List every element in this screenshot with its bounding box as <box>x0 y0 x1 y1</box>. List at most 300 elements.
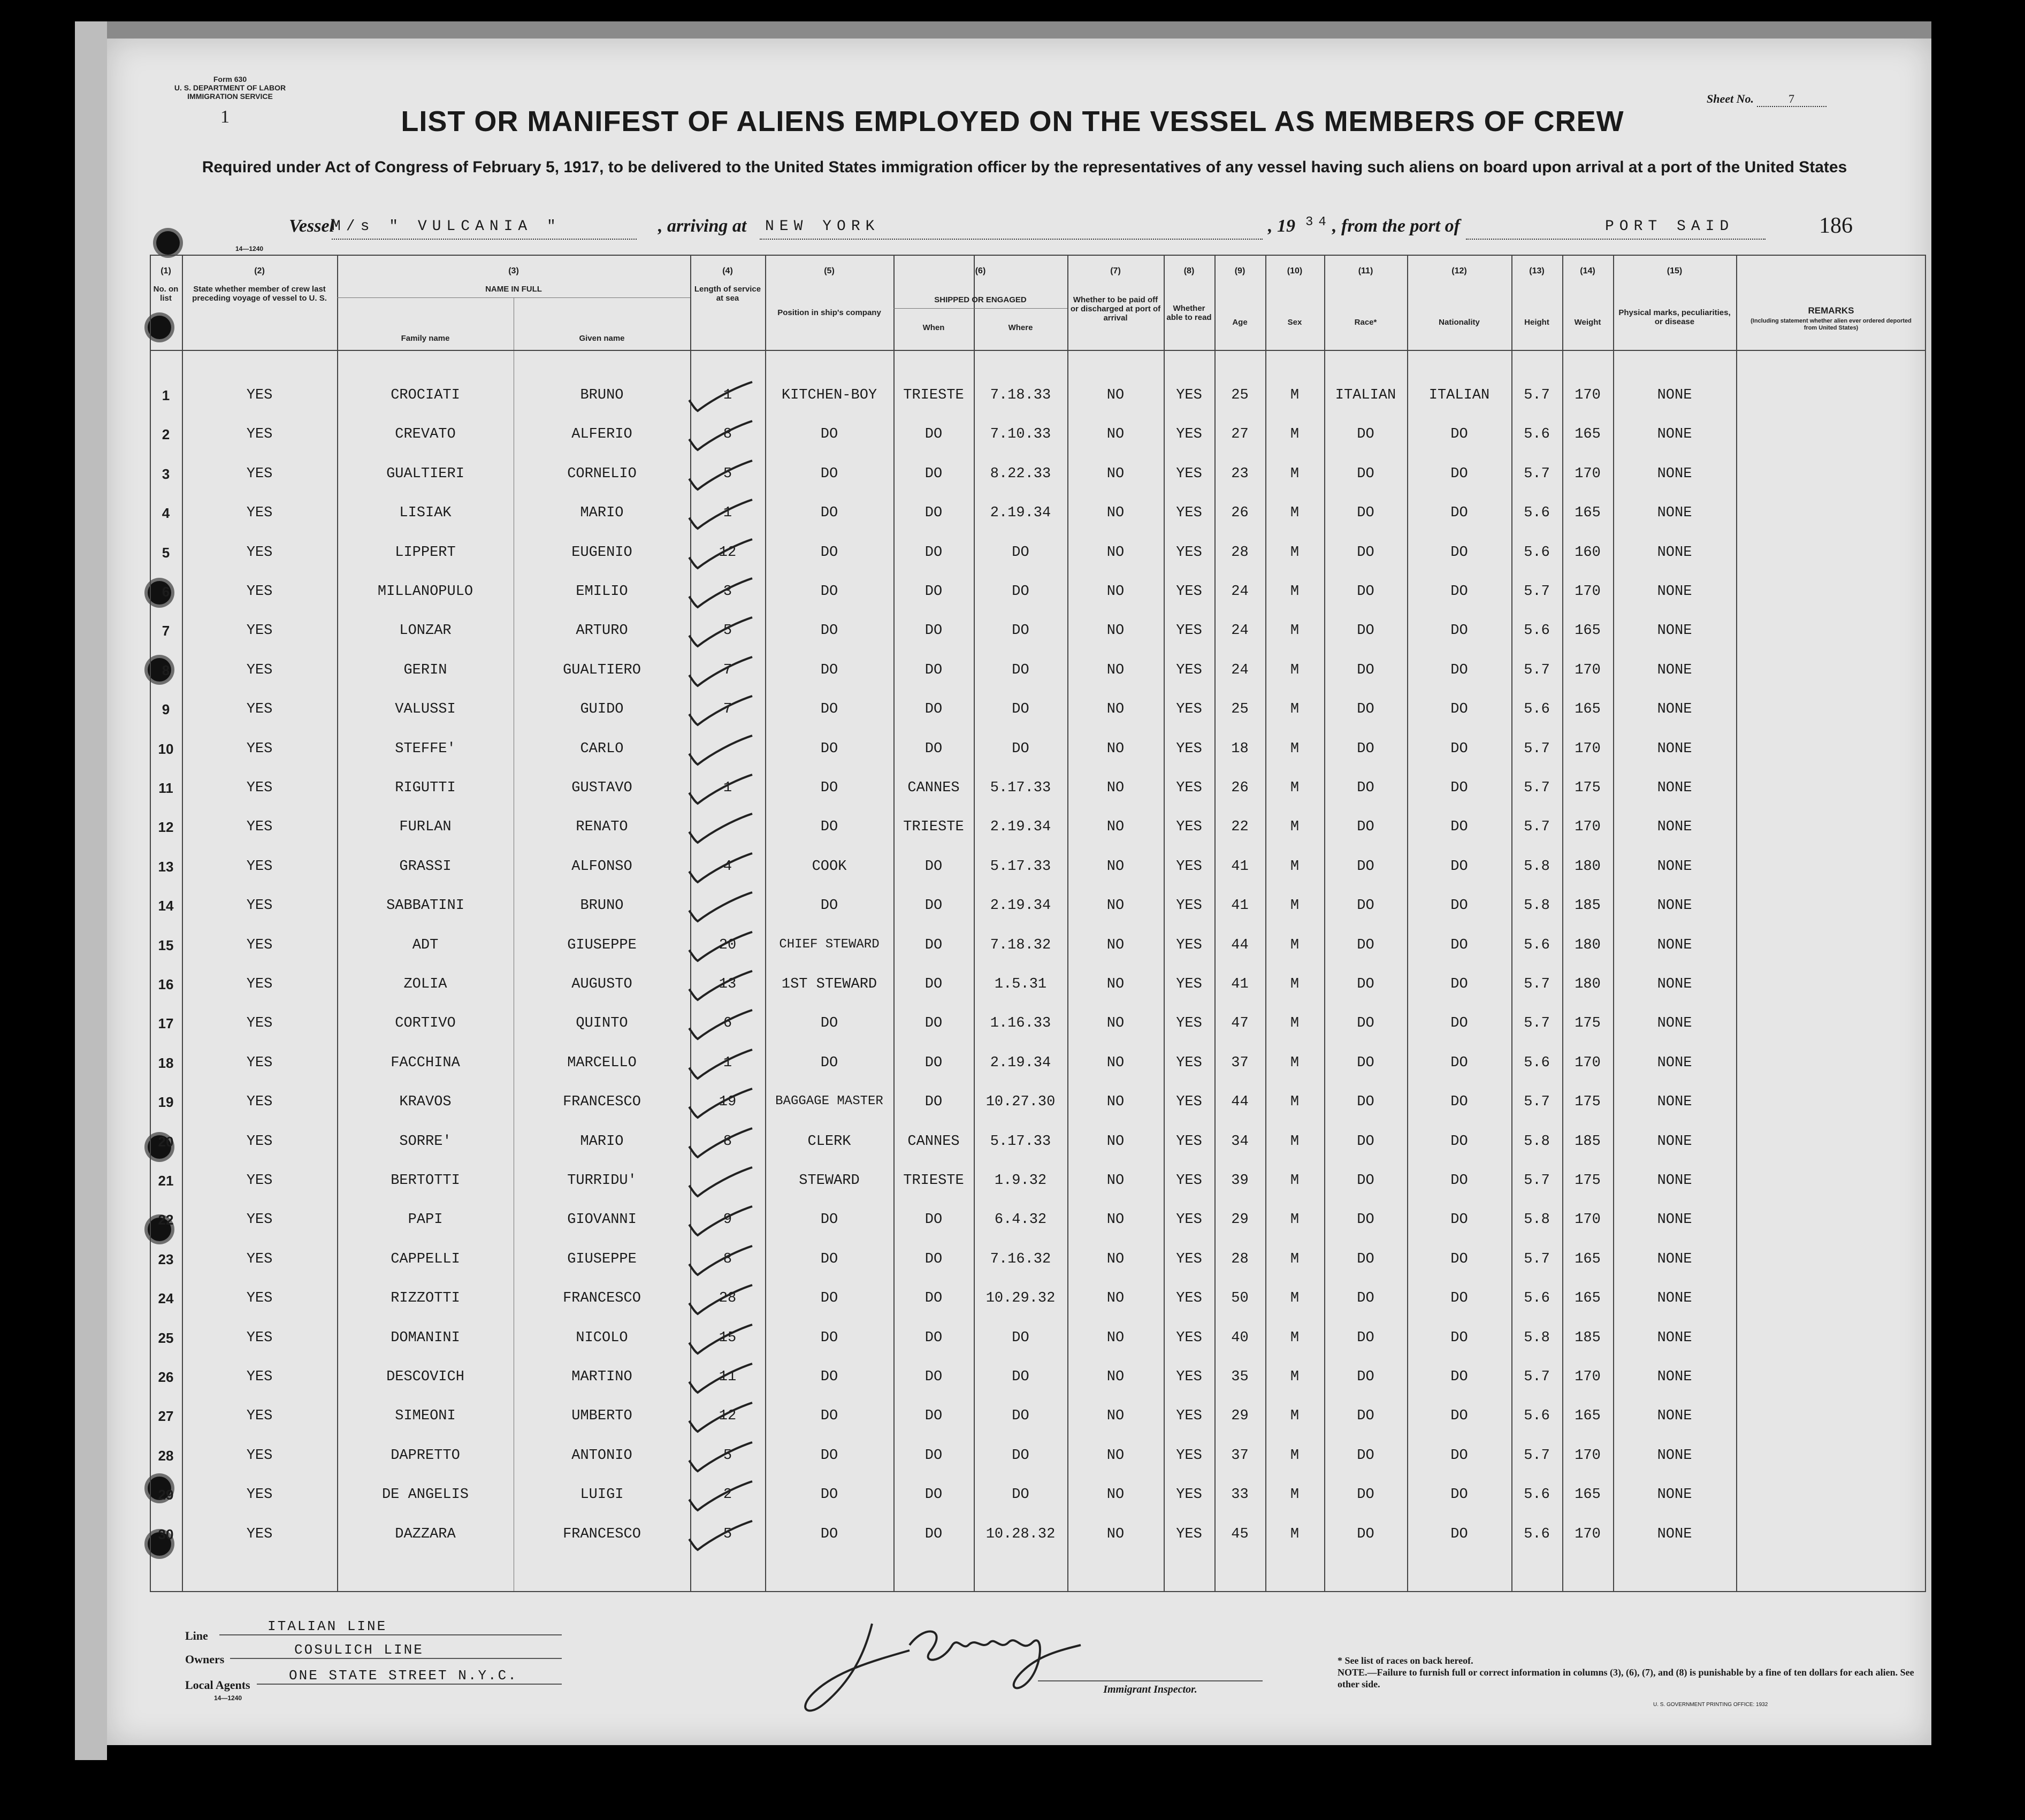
given-name: GUSTAVO <box>571 780 632 796</box>
paid-off: NO <box>1106 1487 1125 1503</box>
nationality: DO <box>1450 1212 1468 1228</box>
engaged-when: DO <box>924 1408 943 1425</box>
family-name: GERIN <box>403 662 447 678</box>
able-to-read: YES <box>1176 1251 1202 1267</box>
table-row <box>150 1281 1926 1320</box>
paid-off: NO <box>1106 584 1125 600</box>
engaged-where: 6.4.32 <box>994 1212 1047 1228</box>
sex: M <box>1290 584 1300 600</box>
nationality: DO <box>1450 858 1468 875</box>
sex: M <box>1290 544 1300 561</box>
height: 5.6 <box>1524 701 1550 718</box>
inspector-signature <box>792 1613 1102 1720</box>
engaged-when: DO <box>924 505 943 522</box>
engaged-where: 10.28.32 <box>985 1526 1056 1542</box>
table-row <box>150 967 1926 1006</box>
physical-marks: NONE <box>1657 387 1692 403</box>
position: CLERK <box>807 1133 851 1150</box>
height: 5.7 <box>1524 1094 1550 1111</box>
col-15-number: (15) <box>1667 266 1683 276</box>
engaged-where: 8.22.33 <box>990 465 1051 482</box>
engaged-when: DO <box>924 1054 943 1071</box>
paid-off: NO <box>1106 1447 1125 1464</box>
physical-marks: NONE <box>1657 1408 1692 1425</box>
physical-marks: NONE <box>1657 701 1692 718</box>
engaged-where: 2.19.34 <box>990 898 1051 914</box>
paid-off: NO <box>1106 1015 1125 1032</box>
family-name: SIMEONI <box>395 1408 456 1425</box>
paid-off: NO <box>1106 544 1125 561</box>
check-mark-icon <box>685 1127 754 1159</box>
table-row <box>150 456 1926 495</box>
weight: 170 <box>1575 819 1601 836</box>
row-number: 5 <box>162 544 170 561</box>
check-mark-icon <box>685 1363 754 1395</box>
position: DO <box>820 505 838 522</box>
height: 5.6 <box>1524 1290 1550 1307</box>
position: DO <box>820 1212 838 1228</box>
check-mark-icon <box>685 891 754 923</box>
engaged-when: DO <box>924 1487 943 1503</box>
table-row <box>150 928 1926 967</box>
fine-note: NOTE.—Failure to furnish full or correct information in columns (3), (6), (7), and (8) is punishable by a fine of ten dollars for each alien. See other side. <box>1338 1667 1914 1689</box>
arriving-value: NEW YORK <box>765 218 880 235</box>
engaged-where: DO <box>1012 1408 1029 1425</box>
races-note: * See list of races on back hereof. <box>1338 1655 1473 1666</box>
able-to-read: YES <box>1176 780 1202 796</box>
family-name: VALUSSI <box>395 701 456 718</box>
service-length: 8 <box>723 426 732 443</box>
row-number: 23 <box>158 1251 174 1267</box>
paid-off: NO <box>1106 858 1125 875</box>
sex: M <box>1290 1447 1300 1464</box>
physical-marks: NONE <box>1657 780 1692 796</box>
nationality: DO <box>1450 505 1468 522</box>
table-rule <box>150 350 1926 351</box>
given-name: GIUSEPPE <box>567 937 637 953</box>
engaged-when: TRIESTE <box>903 387 964 403</box>
family-name: STEFFE' <box>395 740 456 757</box>
service: IMMIGRATION SERVICE <box>187 92 273 101</box>
engaged-when: CANNES <box>907 1133 960 1150</box>
prior-voyage: YES <box>246 584 273 600</box>
weight: 170 <box>1575 387 1601 403</box>
prior-voyage: YES <box>246 701 273 718</box>
race: DO <box>1357 1251 1374 1267</box>
position: DO <box>820 623 838 639</box>
service-length: 1 <box>723 780 732 796</box>
sex: M <box>1290 740 1300 757</box>
paid-off: NO <box>1106 1212 1125 1228</box>
check-mark-icon <box>685 1324 754 1356</box>
check-mark-icon <box>685 381 754 413</box>
given-name: ALFERIO <box>571 426 632 443</box>
age: 41 <box>1231 976 1249 992</box>
paid-off: NO <box>1106 1251 1125 1267</box>
sex: M <box>1290 465 1300 482</box>
physical-marks: NONE <box>1657 426 1692 443</box>
from-port-label: , from the port of <box>1332 216 1460 236</box>
owners-label: Owners <box>185 1653 225 1666</box>
col-6-number: (6) <box>975 266 986 276</box>
able-to-read: YES <box>1176 1173 1202 1189</box>
height: 5.6 <box>1524 1408 1550 1425</box>
sex: M <box>1290 937 1300 953</box>
prior-voyage: YES <box>246 740 273 757</box>
nationality: DO <box>1450 937 1468 953</box>
race: DO <box>1357 1487 1374 1503</box>
able-to-read: YES <box>1176 505 1202 522</box>
sex: M <box>1290 898 1300 914</box>
vessel-underline <box>332 239 637 240</box>
engaged-where: 2.19.34 <box>990 819 1051 836</box>
row-number: 1 <box>162 387 170 403</box>
weight: 180 <box>1575 858 1601 875</box>
engaged-where: 7.18.33 <box>990 387 1051 403</box>
height: 5.8 <box>1524 1133 1550 1150</box>
paid-off: NO <box>1106 623 1125 639</box>
row-number: 13 <box>158 858 174 875</box>
family-name: CAPPELLI <box>391 1251 460 1267</box>
table-row <box>150 692 1926 731</box>
position: DO <box>820 544 838 561</box>
manifest-footer <box>150 1597 1926 1731</box>
height: 5.6 <box>1524 1487 1550 1503</box>
engaged-when: DO <box>924 937 943 953</box>
table-rule <box>150 255 1926 256</box>
prior-voyage: YES <box>246 1487 273 1503</box>
position: DO <box>820 898 838 914</box>
engaged-where: 7.16.32 <box>990 1251 1051 1267</box>
race: DO <box>1357 1408 1374 1425</box>
height: 5.7 <box>1524 976 1550 992</box>
agents-label: Local Agents <box>185 1678 250 1692</box>
page-title: LIST OR MANIFEST OF ALIENS EMPLOYED ON THE VESSEL AS MEMBERS OF CREW <box>401 105 1624 137</box>
weight: 165 <box>1575 505 1601 522</box>
prior-voyage: YES <box>246 623 273 639</box>
prior-voyage: YES <box>246 1329 273 1346</box>
height: 5.6 <box>1524 1526 1550 1542</box>
prior-voyage: YES <box>246 1251 273 1267</box>
given-name: ANTONIO <box>571 1447 632 1464</box>
nationality: DO <box>1450 1290 1468 1307</box>
nationality: DO <box>1450 426 1468 443</box>
nationality: DO <box>1450 976 1468 992</box>
table-row <box>150 1242 1926 1281</box>
engaged-when: DO <box>924 623 943 639</box>
sex: M <box>1290 858 1300 875</box>
able-to-read: YES <box>1176 1133 1202 1150</box>
prior-voyage: YES <box>246 1290 273 1307</box>
age: 28 <box>1231 1251 1249 1267</box>
where-header: Where <box>1008 323 1033 332</box>
paid-off: NO <box>1106 976 1125 992</box>
physical-marks: NONE <box>1657 819 1692 836</box>
engaged-when: TRIESTE <box>903 1173 964 1189</box>
physical-marks: NONE <box>1657 1054 1692 1071</box>
height: 5.6 <box>1524 544 1550 561</box>
height: 5.8 <box>1524 858 1550 875</box>
table-row <box>150 417 1926 456</box>
col-8-number: (8) <box>1183 266 1195 276</box>
sex: M <box>1290 780 1300 796</box>
engaged-where: 5.17.33 <box>990 780 1051 796</box>
age: 29 <box>1231 1408 1249 1425</box>
service-length: 11 <box>719 1369 737 1385</box>
service-length: 20 <box>719 937 737 953</box>
height: 5.7 <box>1524 387 1550 403</box>
col-10-number: (10) <box>1287 266 1303 276</box>
check-mark-icon <box>685 813 754 845</box>
given-name: MARIO <box>580 505 624 522</box>
weight: 170 <box>1575 584 1601 600</box>
engaged-where: 2.19.34 <box>990 505 1051 522</box>
check-mark-icon <box>685 735 754 767</box>
table-row <box>150 1045 1926 1084</box>
department: U. S. DEPARTMENT OF LABOR <box>174 83 286 92</box>
given-name: GIOVANNI <box>567 1212 637 1228</box>
paid-off: NO <box>1106 1408 1125 1425</box>
sex: M <box>1290 505 1300 522</box>
engaged-when: DO <box>924 898 943 914</box>
position: CHIEF STEWARD <box>779 937 880 952</box>
form-meta <box>155 75 305 101</box>
prior-voyage: YES <box>246 1094 273 1111</box>
physical-marks: NONE <box>1657 976 1692 992</box>
able-to-read: YES <box>1176 387 1202 403</box>
able-to-read: YES <box>1176 976 1202 992</box>
row-number: 4 <box>162 505 170 522</box>
sex: M <box>1290 623 1300 639</box>
age: 39 <box>1231 1173 1249 1189</box>
check-mark-icon <box>685 420 754 452</box>
prior-voyage: YES <box>246 544 273 561</box>
service-length: 19 <box>719 1094 737 1111</box>
able-to-read: YES <box>1176 426 1202 443</box>
check-mark-icon <box>685 1049 754 1081</box>
family-name: CORTIVO <box>395 1015 456 1032</box>
row-number: 30 <box>158 1526 174 1542</box>
able-to-read: YES <box>1176 1290 1202 1307</box>
col-5-header: Position in ship's company <box>777 308 881 317</box>
col-6-header: SHIPPED OR ENGAGED <box>934 295 1027 304</box>
col-14-number: (14) <box>1580 266 1595 276</box>
sex: M <box>1290 1212 1300 1228</box>
physical-marks: NONE <box>1657 1329 1692 1346</box>
table-row <box>150 770 1926 809</box>
table-row <box>150 1202 1926 1241</box>
check-mark-icon <box>685 1088 754 1120</box>
position: DO <box>820 780 838 796</box>
physical-marks: NONE <box>1657 1290 1692 1307</box>
family-name: SORRE' <box>399 1133 452 1150</box>
engaged-when: TRIESTE <box>903 819 964 836</box>
nationality: DO <box>1450 1094 1468 1111</box>
col-4-number: (4) <box>722 266 733 276</box>
weight: 165 <box>1575 701 1601 718</box>
able-to-read: YES <box>1176 465 1202 482</box>
sex: M <box>1290 1054 1300 1071</box>
prior-voyage: YES <box>246 976 273 992</box>
race: DO <box>1357 465 1374 482</box>
family-name: KRAVOS <box>399 1094 452 1111</box>
height: 5.8 <box>1524 898 1550 914</box>
sex: M <box>1290 1369 1300 1385</box>
position: DO <box>820 1526 838 1542</box>
race: DO <box>1357 584 1374 600</box>
service-length: 12 <box>719 1408 737 1425</box>
sex: M <box>1290 426 1300 443</box>
age: 23 <box>1231 465 1249 482</box>
row-number: 18 <box>158 1054 174 1071</box>
engaged-where: 1.16.33 <box>990 1015 1051 1032</box>
physical-marks: NONE <box>1657 1251 1692 1267</box>
position: STEWARD <box>799 1173 860 1189</box>
paid-off: NO <box>1106 1054 1125 1071</box>
able-to-read: YES <box>1176 740 1202 757</box>
sheet-number-label: Sheet No. <box>1707 92 1754 105</box>
arriving-label: , arriving at <box>658 216 747 236</box>
nationality: DO <box>1450 544 1468 561</box>
check-mark-icon <box>685 931 754 963</box>
agents-value: ONE STATE STREET N.Y.C. <box>257 1668 562 1685</box>
service-length: 7 <box>723 701 732 718</box>
position: DO <box>820 1054 838 1071</box>
weight: 175 <box>1575 1015 1601 1032</box>
height: 5.8 <box>1524 1329 1550 1346</box>
race: DO <box>1357 780 1374 796</box>
height: 5.7 <box>1524 584 1550 600</box>
service-length: 7 <box>723 662 732 678</box>
race: DO <box>1357 623 1374 639</box>
given-name: CORNELIO <box>567 465 637 482</box>
crew-manifest-table <box>150 255 1926 1592</box>
weight: 170 <box>1575 1369 1601 1385</box>
row-number: 2 <box>162 426 170 443</box>
able-to-read: YES <box>1176 1526 1202 1542</box>
table-row <box>150 535 1926 574</box>
able-to-read: YES <box>1176 1015 1202 1032</box>
engaged-where: 7.10.33 <box>990 426 1051 443</box>
race: DO <box>1357 1054 1374 1071</box>
engaged-when: DO <box>924 544 943 561</box>
position: DO <box>820 1487 838 1503</box>
table-row <box>150 1320 1926 1359</box>
nationality: DO <box>1450 1369 1468 1385</box>
age: 25 <box>1231 701 1249 718</box>
engaged-where: DO <box>1012 662 1029 678</box>
family-name: LISIAK <box>399 505 452 522</box>
engaged-where: 1.9.32 <box>994 1173 1047 1189</box>
check-mark-icon <box>685 577 754 609</box>
service-length: 1 <box>723 505 732 522</box>
check-mark-icon <box>685 1009 754 1041</box>
prior-voyage: YES <box>246 1408 273 1425</box>
weight: 165 <box>1575 1487 1601 1503</box>
weight: 165 <box>1575 623 1601 639</box>
race: DO <box>1357 740 1374 757</box>
engaged-when: DO <box>924 740 943 757</box>
position: BAGGAGE MASTER <box>775 1094 883 1109</box>
age: 34 <box>1231 1133 1249 1150</box>
race: DO <box>1357 426 1374 443</box>
able-to-read: YES <box>1176 1408 1202 1425</box>
nationality: DO <box>1450 701 1468 718</box>
given-name: EMILIO <box>576 584 628 600</box>
able-to-read: YES <box>1176 1369 1202 1385</box>
check-mark-icon <box>685 1284 754 1316</box>
family-name: GRASSI <box>399 858 452 875</box>
given-name: BRUNO <box>580 387 624 403</box>
physical-marks: NONE <box>1657 1447 1692 1464</box>
sex: M <box>1290 701 1300 718</box>
physical-marks: NONE <box>1657 898 1692 914</box>
given-name: EUGENIO <box>571 544 632 561</box>
physical-marks: NONE <box>1657 1133 1692 1150</box>
family-name: DESCOVICH <box>386 1369 464 1385</box>
able-to-read: YES <box>1176 937 1202 953</box>
check-mark-icon <box>685 616 754 648</box>
row-number: 19 <box>158 1094 174 1111</box>
check-mark-icon <box>685 1166 754 1198</box>
service-length: 4 <box>723 858 732 875</box>
paid-off: NO <box>1106 1290 1125 1307</box>
service-length: 8 <box>723 1251 732 1267</box>
able-to-read: YES <box>1176 584 1202 600</box>
table-row <box>150 1084 1926 1123</box>
race: DO <box>1357 1290 1374 1307</box>
engaged-when: DO <box>924 1369 943 1385</box>
height: 5.8 <box>1524 1212 1550 1228</box>
engaged-when: DO <box>924 976 943 992</box>
sex: M <box>1290 1173 1300 1189</box>
height: 5.6 <box>1524 426 1550 443</box>
age: 18 <box>1231 740 1249 757</box>
sex: M <box>1290 662 1300 678</box>
col-2-number: (2) <box>254 266 265 276</box>
given-name: FRANCESCO <box>563 1094 641 1111</box>
age: 33 <box>1231 1487 1249 1503</box>
inspector-label: Immigrant Inspector. <box>1038 1680 1263 1696</box>
paid-off: NO <box>1106 780 1125 796</box>
given-name: RENATO <box>576 819 628 836</box>
engaged-when: DO <box>924 1015 943 1032</box>
engaged-where: 2.19.34 <box>990 1054 1051 1071</box>
nationality: DO <box>1450 1054 1468 1071</box>
family-name: DAPRETTO <box>391 1447 460 1464</box>
race: DO <box>1357 544 1374 561</box>
engaged-when: DO <box>924 1329 943 1346</box>
table-row <box>150 849 1926 888</box>
service-length: 12 <box>719 544 737 561</box>
age: 29 <box>1231 1212 1249 1228</box>
sex: M <box>1290 1408 1300 1425</box>
family-name: RIZZOTTI <box>391 1290 460 1307</box>
position: DO <box>820 426 838 443</box>
table-row <box>150 1163 1926 1202</box>
engaged-when: CANNES <box>907 780 960 796</box>
prior-voyage: YES <box>246 465 273 482</box>
height: 5.7 <box>1524 819 1550 836</box>
weight: 185 <box>1575 1329 1601 1346</box>
table-row <box>150 731 1926 770</box>
col-11-header: Race* <box>1354 318 1377 327</box>
weight: 175 <box>1575 1094 1601 1111</box>
physical-marks: NONE <box>1657 1369 1692 1385</box>
physical-marks: NONE <box>1657 937 1692 953</box>
sex: M <box>1290 1526 1300 1542</box>
race: DO <box>1357 1173 1374 1189</box>
